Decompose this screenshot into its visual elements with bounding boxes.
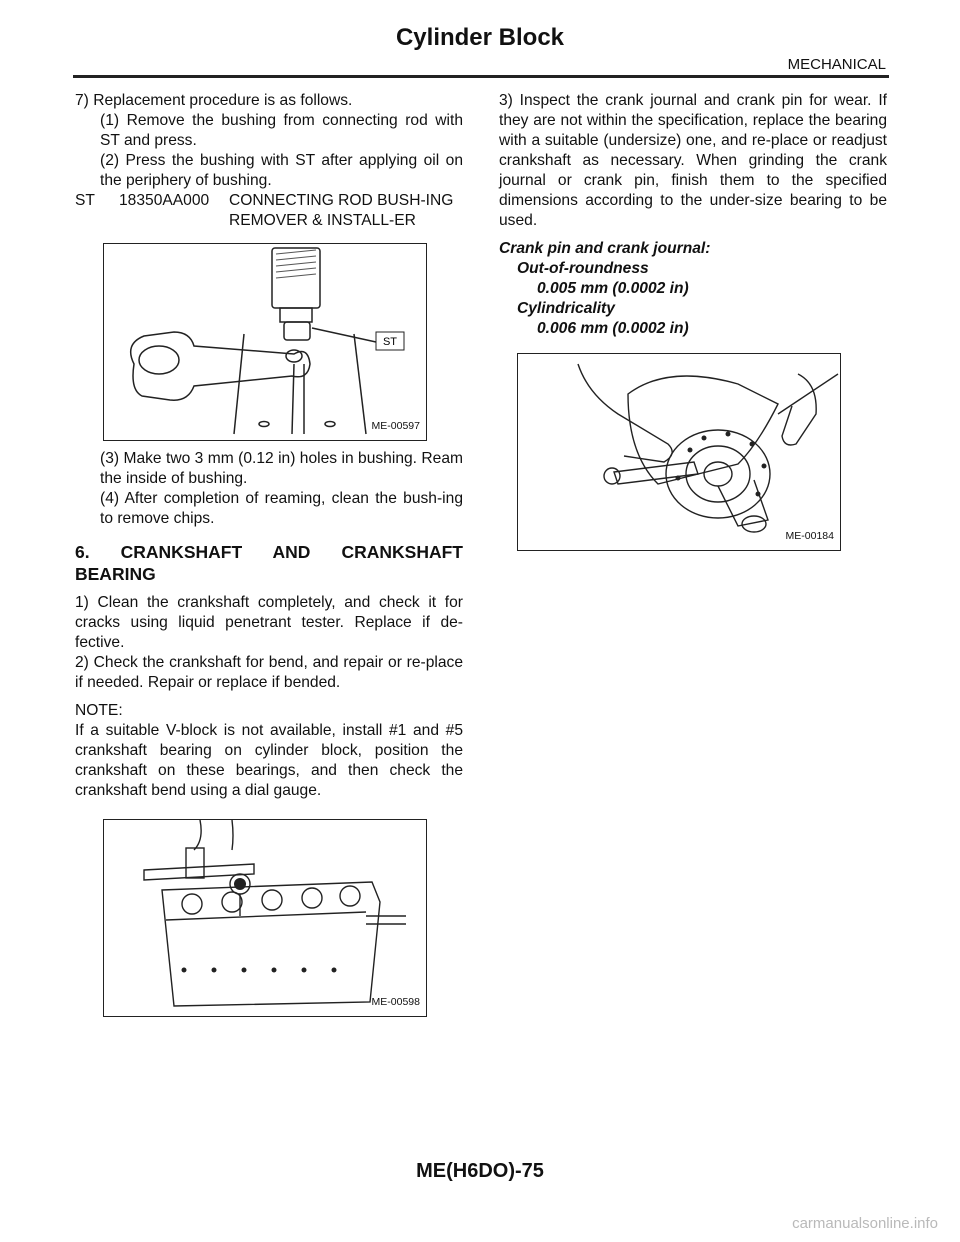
crank-journal-micrometer-illustration [518, 354, 840, 550]
substep-3: (3) Make two 3 mm (0.12 in) holes in bushing. Ream the inside of bushing. [100, 450, 463, 487]
section-heading: 6. CRANKSHAFT AND CRANKSHAFT BEARING [75, 542, 463, 584]
watermark: carmanualsonline.info [792, 1215, 938, 1232]
spec-block [499, 239, 887, 339]
spec-out-of-roundness-label: Out-of-roundness [517, 260, 649, 277]
spec-cylindricality-value: 0.006 mm (0.0002 in) [537, 320, 689, 337]
figure-code: ME-00597 [371, 420, 420, 432]
tool-part-number: 18350AA000 [119, 192, 210, 209]
callout-st: ST [382, 336, 398, 348]
figure-me-00184 [517, 353, 841, 551]
substep-1: (1) Remove the bushing from connecting rod with ST and press. [100, 112, 463, 149]
step-7: 7) Replacement procedure is as follows. [75, 92, 353, 109]
page-title: Cylinder Block [395, 24, 565, 51]
crankshaft-dial-gauge-illustration [104, 820, 426, 1016]
special-tool-row [75, 191, 463, 231]
step-3: 3) Inspect the crank journal and crank pin for wear. If they are not within the specification, replace the bearing with a suitable (undersize) one, and re-place or readjust crankshaft as necessary. When grinding the crank journal or crank pin, finish them to the specified dimensions according to the under-size bearing to be used. [499, 92, 887, 229]
section-label: MECHANICAL [787, 56, 886, 73]
header-rule [73, 75, 889, 78]
figure-me-00598 [103, 819, 427, 1017]
spec-cylindricality-label: Cylindricality [517, 300, 615, 317]
figure-code: ME-00598 [371, 996, 420, 1008]
substep-4: (4) After completion of reaming, clean the bush-ing to remove chips. [100, 490, 463, 527]
right-column [499, 91, 887, 551]
step-2: 2) Check the crankshaft for bend, and repair or re-place if needed. Repair or replace if bended. [75, 654, 463, 691]
connecting-rod-press-illustration [104, 244, 426, 440]
tool-label: ST [75, 192, 95, 209]
page-number: ME(H6DO)-75 [416, 1160, 544, 1182]
figure-me-00597 [103, 243, 427, 441]
tool-name: CONNECTING ROD BUSH-ING REMOVER & INSTALL-ER [229, 192, 454, 229]
spec-title: Crank pin and crank journal: [499, 240, 711, 257]
substep-2: (2) Press the bushing with ST after applying oil on the periphery of bushing. [100, 152, 463, 189]
note-text: If a suitable V-block is not available, install #1 and #5 crankshaft bearing on cylinder block, position the crankshaft on these bearings, and then check the crankshaft bend using a dial gauge. [75, 722, 463, 799]
figure-code: ME-00184 [785, 530, 834, 542]
step-1: 1) Clean the crankshaft completely, and check it for cracks using liquid penetrant tester. Replace if de-fective. [75, 594, 463, 651]
left-column [75, 91, 463, 1017]
spec-out-of-roundness-value: 0.005 mm (0.0002 in) [537, 280, 689, 297]
note-label: NOTE: [75, 702, 123, 719]
